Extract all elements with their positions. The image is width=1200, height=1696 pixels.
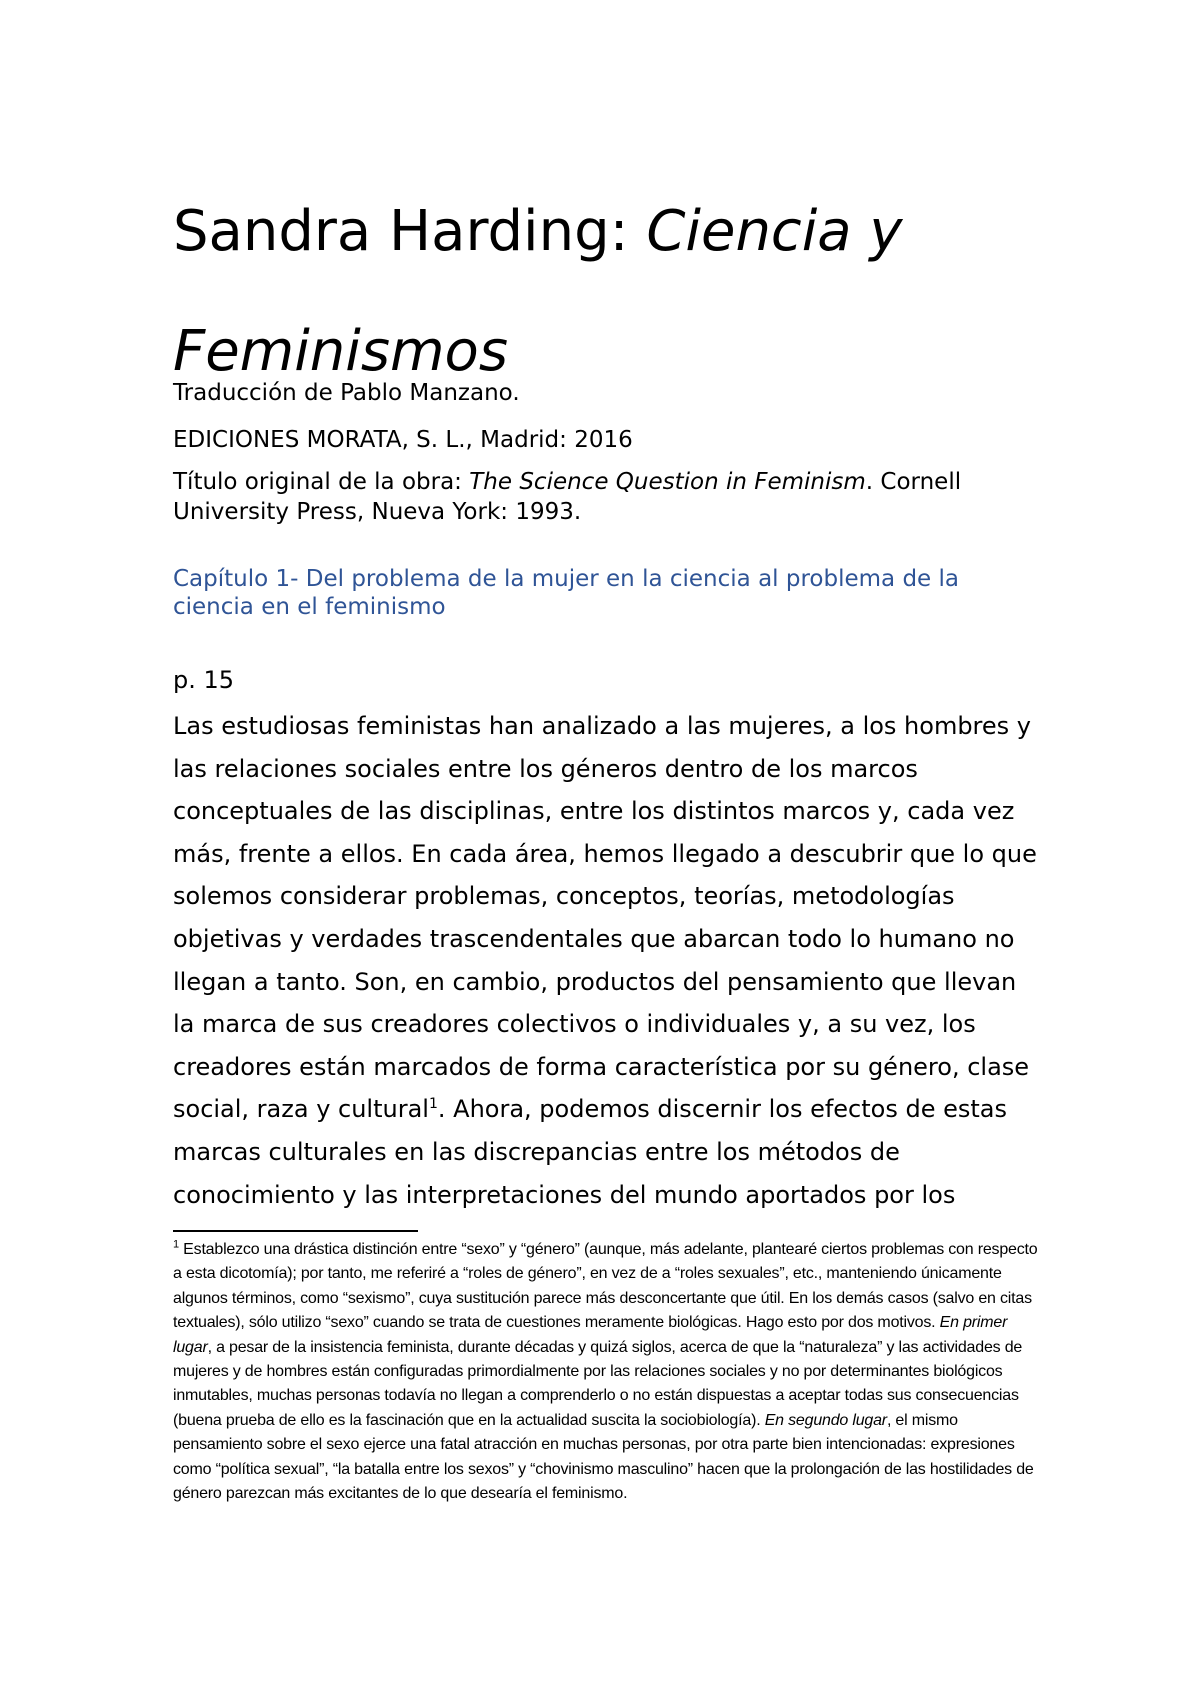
document-title — [173, 172, 1033, 412]
footnote-reference: 1 — [428, 1096, 438, 1113]
original-prefix: Título original de la obra: — [173, 469, 470, 495]
footnote-part2: , a pesar de la insistencia feminista, durante décadas y quizá siglos, acerca de que la “naturaleza” y las actividades de mujeres y de hombres están configuradas primordialmente por las relaciones sociales y no por determinantes biológicos inmutables, muchas personas todavía no llegan a comprenderlo o no están dispuestas a aceptar todas sus consecuencias (buena prueba de ello es la fascinación que en la actualidad suscita la sociobiología). — [173, 1338, 1023, 1429]
title-work: Ciencia y Feminismos — [173, 199, 903, 384]
footnote-marker: 1 — [173, 1238, 179, 1251]
title-author: Sandra Harding: — [173, 199, 647, 264]
footnote-second-place: En segundo lugar — [764, 1411, 887, 1429]
footnote-separator — [173, 1230, 418, 1232]
body-text-part2: . Ahora, podemos discernir los efectos de estas marcas culturales en las discrepancias entre los métodos de conocimiento y las interpretaciones del mundo aportados por los — [173, 1095, 1007, 1209]
footnote-part3: , el mismo pensamiento sobre el sexo ejerce una fatal atracción en muchas personas, por otra parte bien intencionadas: expresiones como “política sexual”, “la batalla entre los sexos” y “chovinismo masculino” hacen que la prolongación de las hostilidades de género parezcan más excitantes de lo que desearía el feminismo. — [173, 1411, 1034, 1503]
footnote-part1: Establezco una drástica distinción entre “sexo” y “género” (aunque, más adelante, plantearé ciertos problemas con respecto a esta dicotomía); por tanto, me referiré a “roles de género”, en vez de a “roles sexuales”, etc., manteniendo únicamente algunos términos, como “sexismo”, cuya sustitución parece más desconcertante que útil. En los demás casos (salvo en citas textuales), sólo utilizo “sexo” cuando se trata de cuestiones meramente biológicas. Hago esto por dos motivos. — [173, 1241, 1038, 1332]
body-paragraph — [173, 705, 1043, 1216]
chapter-heading: Capítulo 1- Del problema de la mujer en la ciencia al problema de la ciencia en el feminismo — [173, 566, 959, 620]
translation-credit: Traducción de Pablo Manzano. — [173, 380, 520, 406]
page-reference: p. 15 — [173, 666, 235, 694]
original-suffix: . Cornell University Press, Nueva York: 1993. — [173, 469, 962, 525]
body-text-part1: Las estudiosas feministas han analizado a las mujeres, a los hombres y las relaciones sociales entre los géneros dentro de los marcos conceptuales de las disciplinas, entre los distintos marcos y, cada vez más, frente a ellos. En cada área, hemos llegado a descubrir que lo que solemos considerar problemas, conceptos, teorías, metodologías objetivas y verdades trascendentales que abarcan todo lo humano no llegan a tanto. Son, en cambio, productos del pensamiento que llevan la marca de sus creadores colectivos o individuales y, a su vez, los creadores están marcados de forma característica por su género, clase social, raza y cultural — [173, 712, 1037, 1124]
publisher-line: EDICIONES MORATA, S. L., Madrid: 2016 — [173, 427, 633, 453]
original-title-line — [173, 467, 1033, 527]
original-title: The Science Question in Feminism — [469, 469, 866, 495]
footnote-first-place: En primer lugar — [173, 1314, 1008, 1356]
footnote — [173, 1238, 1043, 1506]
